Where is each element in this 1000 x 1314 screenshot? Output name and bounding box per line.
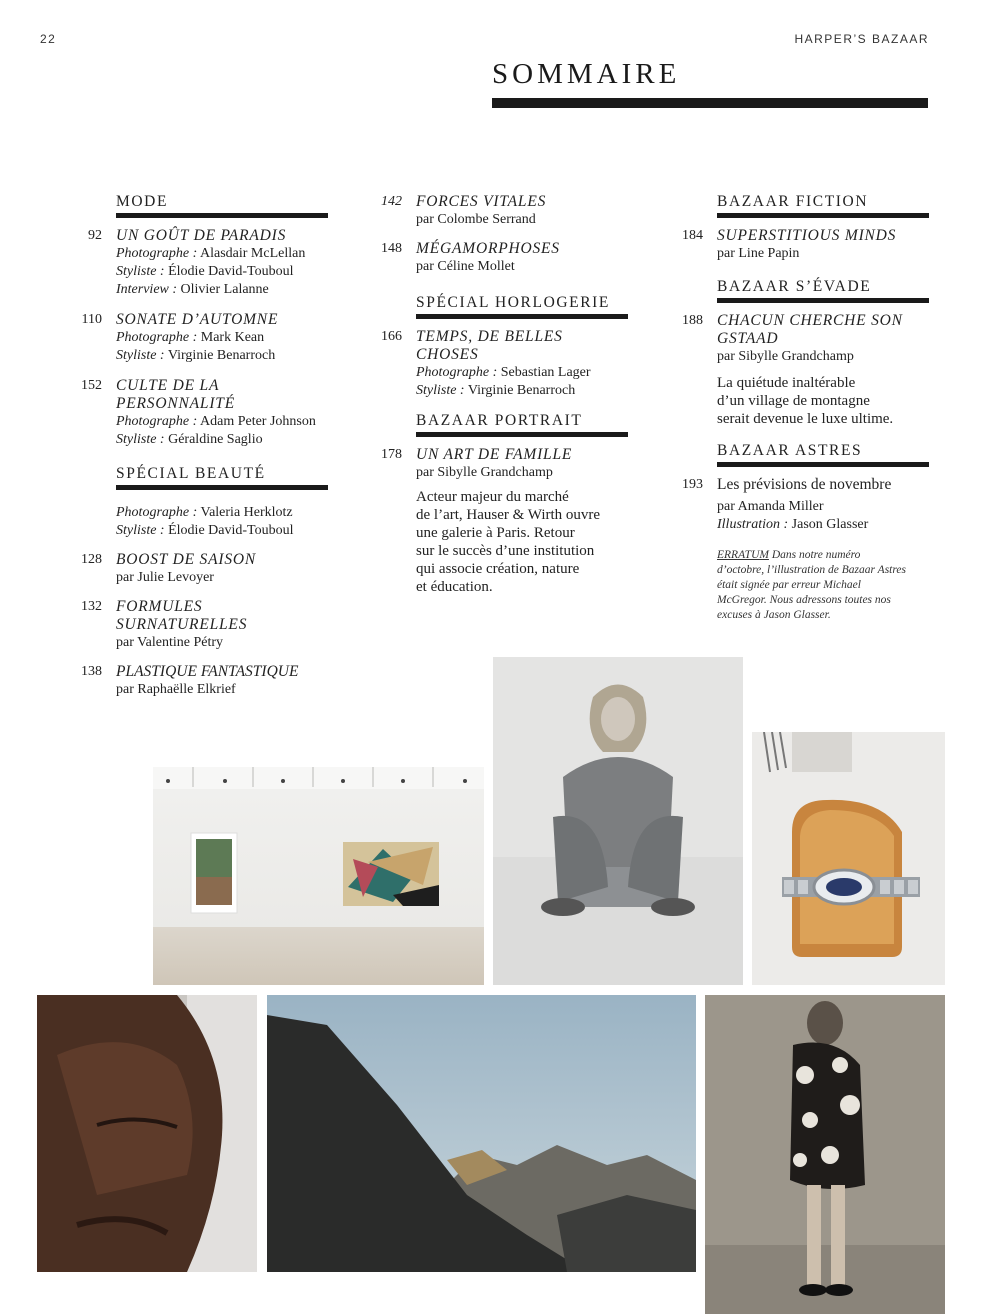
entry-credit: Styliste : Élodie David-Touboul — [116, 264, 294, 279]
entry-heading: SUPERSTITIOUS MINDS — [717, 227, 897, 244]
entry-heading-cont: PERSONNALITÉ — [116, 395, 235, 412]
toc-column-3 — [682, 193, 929, 623]
toc-entry[interactable] — [81, 551, 328, 587]
entry-heading-cont: SURNATURELLES — [116, 616, 248, 633]
entry-byline: par Colombe Serrand — [416, 212, 536, 227]
entry-byline: par Amanda Miller — [717, 499, 824, 514]
entry-page-number: 193 — [682, 477, 703, 492]
entry-page-number: 110 — [81, 312, 102, 327]
toc-entry[interactable] — [81, 663, 328, 699]
entry-byline: par Raphaëlle Elkrief — [116, 682, 236, 697]
entry-byline: par Sibylle Grandchamp — [416, 465, 553, 480]
section-credits: Photographe : Valeria Herklotz Styliste : Élodie David-Touboul — [116, 505, 294, 538]
toc-entry[interactable] — [381, 193, 628, 229]
toc-entry[interactable] — [81, 311, 328, 365]
entry-credit: Photographe : Sebastian Lager — [416, 365, 591, 380]
toc-entry[interactable] — [381, 446, 628, 596]
entry-heading: TEMPS, DE BELLES — [416, 328, 563, 345]
entry-byline: par Julie Levoyer — [116, 570, 214, 585]
mountain-landscape-photo — [267, 995, 696, 1272]
toc-column-1 — [81, 193, 328, 699]
face-closeup-photo — [37, 995, 257, 1272]
entry-page-number: 138 — [81, 664, 102, 679]
entry-page-number: 132 — [81, 599, 102, 614]
erratum-note: ERRATUM Dans notre numéro d’octobre, l’illustration de Bazaar Astres était signée par erreur Michael McGregor. Nous adressons toutes nos excuses à Jason Glasser. — [717, 549, 906, 621]
magazine-name: HARPER’S BAZAAR — [794, 32, 929, 46]
toc-entry[interactable] — [81, 598, 328, 652]
entry-credit: Styliste : Virginie Benarroch — [116, 348, 276, 363]
entry-credit: Photographe : Adam Peter Johnson — [116, 414, 316, 429]
entry-page-number: 178 — [381, 447, 402, 462]
entry-heading: BOOST DE SAISON — [116, 551, 257, 568]
entry-page-number: 166 — [381, 329, 402, 344]
entry-heading: MÉGAMORPHOSES — [416, 240, 560, 257]
entry-byline: par Valentine Pétry — [116, 635, 224, 650]
toc-entry[interactable] — [88, 227, 328, 299]
fashion-photo — [705, 995, 945, 1314]
entry-page-number: 92 — [88, 228, 102, 243]
section-title-mode: MODE — [116, 193, 328, 218]
entry-byline: par Line Papin — [717, 246, 800, 261]
entry-credit: Styliste : Géraldine Saglio — [116, 432, 263, 447]
toc-entry[interactable] — [381, 328, 628, 400]
section-title-astres: BAZAAR ASTRES — [717, 442, 929, 467]
entry-page-number: 142 — [381, 194, 402, 209]
toc-entry[interactable] — [682, 227, 929, 263]
watch-toast-photo — [752, 732, 945, 985]
entry-credit: Photographe : Alasdair McLellan — [116, 246, 306, 261]
title-rule — [492, 98, 928, 108]
entry-heading-cont: CHOSES — [416, 346, 479, 363]
portrait-photo — [493, 657, 743, 985]
toc-entry[interactable] — [81, 377, 328, 449]
entry-heading: UN GOÛT DE PARADIS — [116, 227, 287, 244]
entry-heading-cont: GSTAAD — [717, 330, 779, 347]
entry-byline: par Céline Mollet — [416, 259, 515, 274]
entry-heading: CULTE DE LA — [116, 377, 220, 394]
entry-page-number: 184 — [682, 228, 703, 243]
section-title-horlogerie: SPÉCIAL HORLOGERIE — [416, 294, 628, 319]
toc-column-2 — [381, 193, 628, 596]
page-number: 22 — [40, 32, 57, 46]
entry-credit: Interview : Olivier Lalanne — [116, 282, 269, 297]
toc-entry[interactable] — [682, 312, 929, 428]
section-title-portrait: BAZAAR PORTRAIT — [416, 412, 628, 437]
section-title-beaute: SPÉCIAL BEAUTÉ — [116, 465, 328, 490]
section-title-fiction: BAZAAR FICTION — [717, 193, 929, 218]
entry-page-number: 128 — [81, 552, 102, 567]
entry-heading: SONATE D’AUTOMNE — [116, 311, 279, 328]
entry-description: La quiétude inaltérable d’un village de montagne serait devenue le luxe ultime. — [717, 375, 894, 427]
entry-page-number: 148 — [381, 241, 402, 256]
entry-heading: PLASTIQUE FANTASTIQUE — [116, 663, 299, 680]
entry-credit: Styliste : Virginie Benarroch — [416, 383, 576, 398]
toc-entry[interactable] — [381, 240, 628, 276]
entry-credit: Illustration : Jason Glasser — [717, 517, 869, 532]
entry-heading: CHACUN CHERCHE SON — [717, 312, 903, 329]
entry-credit: Photographe : Mark Kean — [116, 330, 265, 345]
section-title-evade: BAZAAR S’ÉVADE — [717, 278, 929, 303]
page-title: SOMMAIRE — [492, 58, 681, 90]
entry-heading: FORCES VITALES — [416, 193, 547, 210]
entry-description: Acteur majeur du marché de l’art, Hauser & Wirth ouvre une galerie à Paris. Retour sur le succès d’une institution qui associe création, nature et éducation. — [416, 489, 601, 595]
gallery-photo — [153, 767, 484, 985]
entry-heading: Les prévisions de novembre — [717, 476, 892, 493]
entry-heading: UN ART DE FAMILLE — [416, 446, 573, 463]
entry-byline: par Sibylle Grandchamp — [717, 349, 854, 364]
entry-heading: FORMULES — [116, 598, 203, 615]
entry-page-number: 188 — [682, 313, 703, 328]
entry-page-number: 152 — [81, 378, 102, 393]
toc-entry[interactable] — [682, 476, 929, 534]
